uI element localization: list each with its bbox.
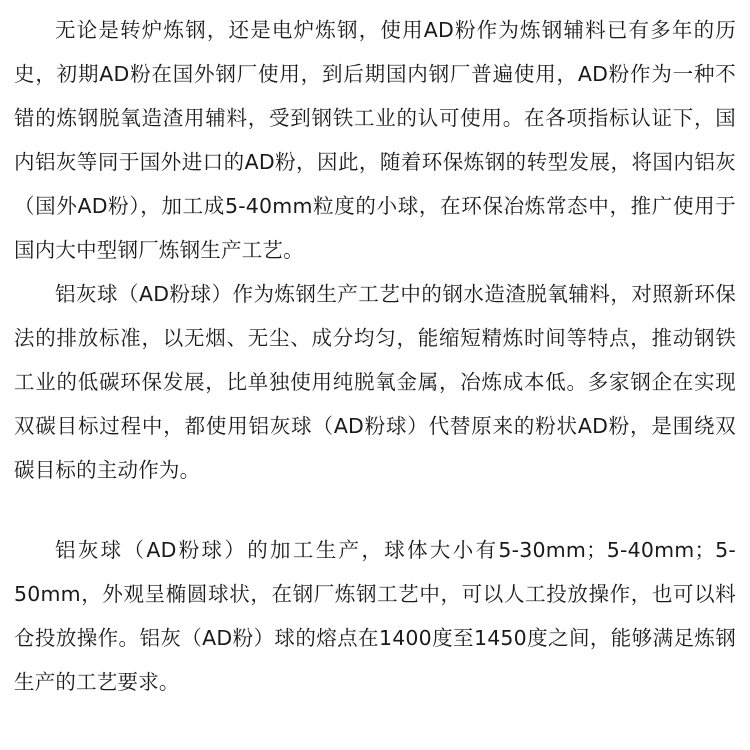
paragraph-spacer: [14, 492, 736, 528]
paragraph-2: 铝灰球（AD粉球）作为炼钢生产工艺中的钢水造渣脱氧辅料，对照新环保法的排放标准，以无烟、无尘、成分均匀，能缩短精炼时间等特点，推动钢铁工业的低碳环保发展，比单独使用纯脱氧金属，冶炼成本低。多家钢企在实现双碳目标过程中，都使用铝灰球（AD粉球）代替原来的粉状AD粉，是围绕双碳目标的主动作为。: [14, 282, 736, 482]
paragraph-1: 无论是转炉炼钢，还是电炉炼钢，使用AD粉作为炼钢辅料已有多年的历史，初期AD粉在国外钢厂使用，到后期国内钢厂普遍使用，AD粉作为一种不错的炼钢脱氧造渣用辅料，受到钢铁工业的认可使用。在各项指标认证下，国内铝灰等同于国外进口的AD粉，因此，随着环保炼钢的转型发展，将国内铝灰（国外AD粉），加工成5-40mm粒度的小球，在环保冶炼常态中，推广使用于国内大中型钢厂炼钢生产工艺。: [14, 18, 736, 262]
paragraph-3: 铝灰球（AD粉球）的加工生产，球体大小有5-30mm；5-40mm；5-50mm，外观呈椭圆球状，在钢厂炼钢工艺中，可以人工投放操作，也可以料仓投放操作。铝灰（AD粉）球的熔点在1400度至1450度之间，能够满足炼钢生产的工艺要求。: [14, 538, 736, 694]
